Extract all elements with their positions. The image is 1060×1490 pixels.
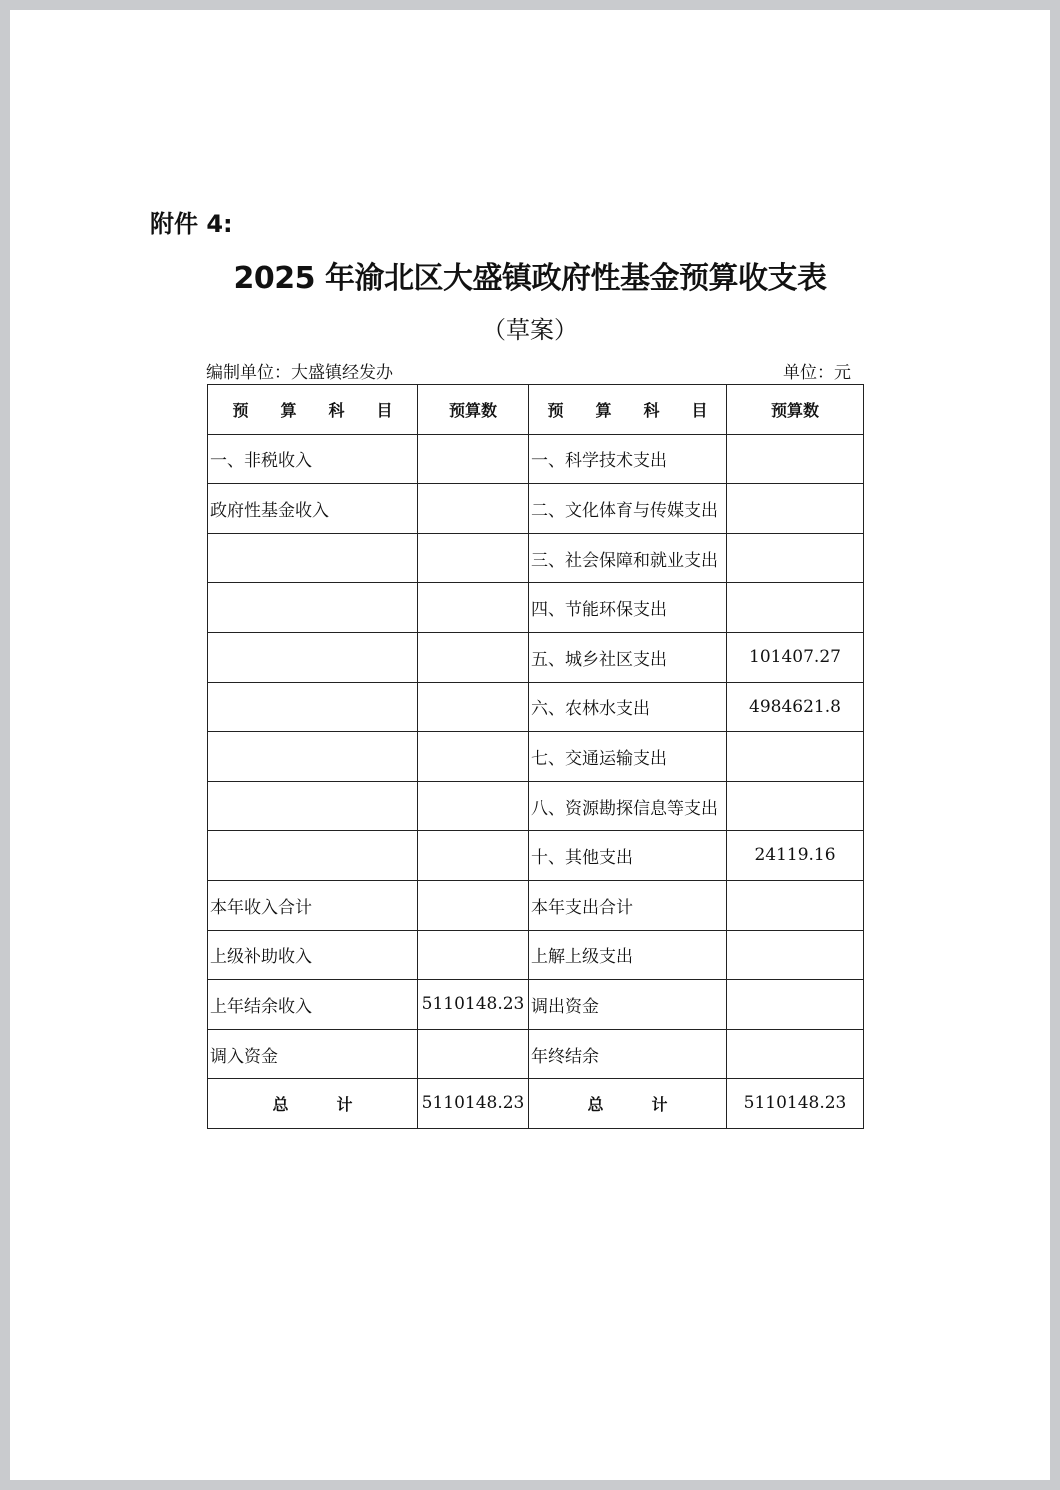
expense-amount-cell [727,1029,864,1079]
expense-amount-cell [727,781,864,831]
table-row [208,434,864,484]
income-subject-cell [208,632,418,682]
expense-subject-cell: 一、科学技术支出 [529,434,727,484]
income-subject-cell: 本年收入合计 [208,880,418,930]
expense-amount-cell [727,980,864,1030]
expense-amount-cell [727,434,864,484]
expense-amount-cell [727,533,864,583]
total-income-label: 总 计 [208,1079,418,1129]
expense-amount-cell: 24119.16 [727,831,864,881]
income-subject-cell [208,682,418,732]
income-subject-cell [208,533,418,583]
income-amount-cell [418,583,529,633]
expense-subject-cell: 三、社会保障和就业支出 [529,533,727,583]
total-expense-label: 总 计 [529,1079,727,1129]
total-expense-amount: 5110148.23 [727,1079,864,1129]
table-row [208,1029,864,1079]
expense-amount-cell: 4984621.8 [727,682,864,732]
total-income-amount: 5110148.23 [418,1079,529,1129]
expense-amount-cell [727,930,864,980]
table-row [208,930,864,980]
income-subject-cell: 上年结余收入 [208,980,418,1030]
income-amount-cell [418,930,529,980]
income-amount-cell [418,434,529,484]
income-subject-cell [208,583,418,633]
income-amount-cell: 5110148.23 [418,980,529,1030]
table-row [208,682,864,732]
expense-subject-cell: 上解上级支出 [529,930,727,980]
expense-subject-cell: 六、农林水支出 [529,682,727,732]
expense-subject-cell: 四、节能环保支出 [529,583,727,633]
expense-subject-cell: 十、其他支出 [529,831,727,881]
header-expense-amount: 预算数 [727,385,864,435]
table-row [208,533,864,583]
income-amount-cell [418,632,529,682]
income-subject-cell [208,831,418,881]
table-row [208,484,864,534]
expense-subject-cell: 八、资源勘探信息等支出 [529,781,727,831]
table-row [208,732,864,782]
budget-table [207,384,864,1129]
header-expense-subject: 预 算 科 目 [529,385,727,435]
table-total-row [208,1079,864,1129]
income-subject-cell: 上级补助收入 [208,930,418,980]
expense-amount-cell: 101407.27 [727,632,864,682]
expense-amount-cell [727,732,864,782]
expense-subject-cell: 二、文化体育与传媒支出 [529,484,727,534]
expense-amount-cell [727,484,864,534]
income-amount-cell [418,682,529,732]
table-row [208,781,864,831]
expense-subject-cell: 七、交通运输支出 [529,732,727,782]
income-amount-cell [418,732,529,782]
table-row [208,980,864,1030]
expense-amount-cell [727,583,864,633]
income-amount-cell [418,1029,529,1079]
income-amount-cell [418,484,529,534]
header-income-subject: 预 算 科 目 [208,385,418,435]
document-subtitle: （草案） [482,316,578,344]
table-row [208,632,864,682]
table-row [208,583,864,633]
document-title: 2025 年渝北区大盛镇政府性基金预算收支表 [233,261,827,296]
table-row [208,831,864,881]
expense-subject-cell: 五、城乡社区支出 [529,632,727,682]
income-subject-cell [208,732,418,782]
expense-subject-cell: 本年支出合计 [529,880,727,930]
income-amount-cell [418,880,529,930]
income-amount-cell [418,781,529,831]
expense-subject-cell: 年终结余 [529,1029,727,1079]
income-subject-cell: 一、非税收入 [208,434,418,484]
table-row [208,880,864,930]
attachment-label: 附件 4: [150,210,233,238]
expense-subject-cell: 调出资金 [529,980,727,1030]
currency-unit: 单位：元 [783,363,851,383]
income-amount-cell [418,533,529,583]
expense-amount-cell [727,880,864,930]
compiler-unit: 编制单位：大盛镇经发办 [206,363,393,383]
income-subject-cell: 调入资金 [208,1029,418,1079]
income-subject-cell: 政府性基金收入 [208,484,418,534]
header-income-amount: 预算数 [418,385,529,435]
table-header-row [208,385,864,435]
income-subject-cell [208,781,418,831]
income-amount-cell [418,831,529,881]
